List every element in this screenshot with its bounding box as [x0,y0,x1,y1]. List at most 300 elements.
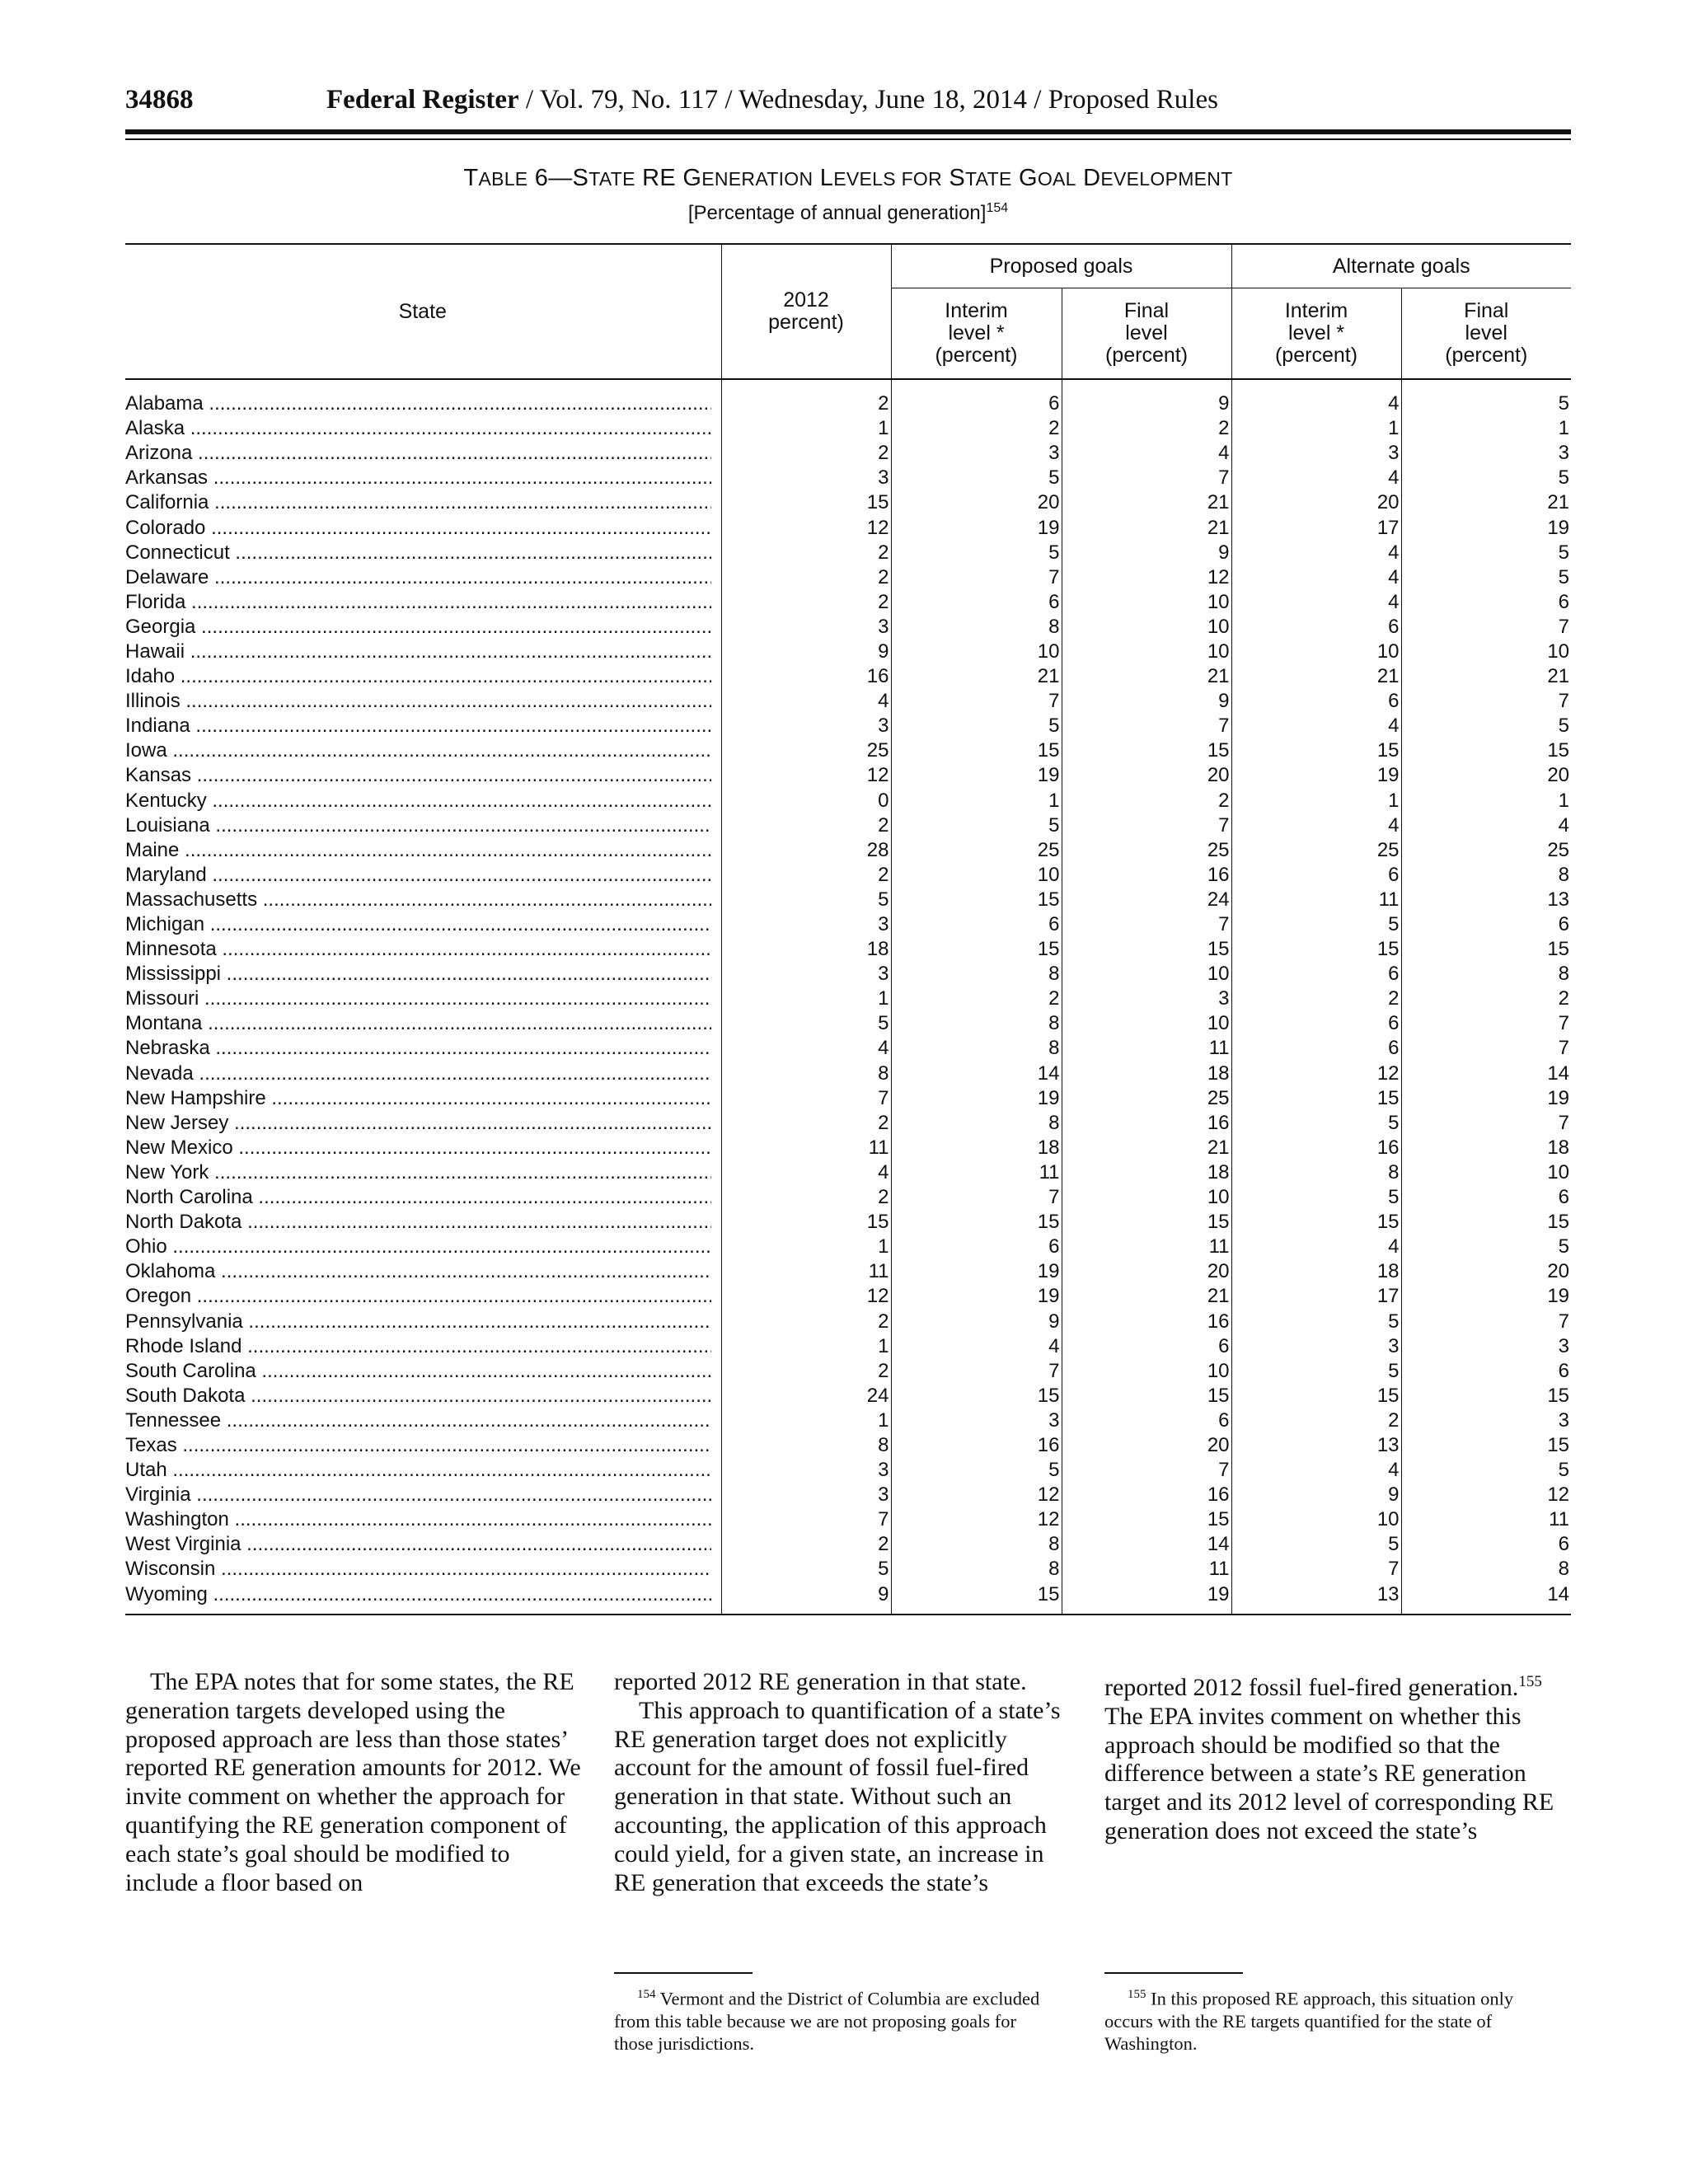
state-name-cell [125,1507,721,1532]
page-header [125,85,1571,131]
table-row [125,1086,1571,1111]
paragraph: reported 2012 RE generation in that state. [614,1668,1027,1695]
table-row [125,1111,1571,1136]
table-row [125,1062,1571,1086]
footnote-rule [614,1972,753,1974]
state-name: Maryland ..... [125,863,711,888]
state-name-cell [125,1359,721,1384]
paragraph: This approach to quantification of a state’s RE generation target does not explicitly account for the amount of fossil fuel-fired generation in that state. Without such an accounting, the application of this approach could yield, for a given state, an increase in RE generation that exceeds the state’s [614,1696,1061,1896]
value-cell: 15 [1401,738,1571,763]
state-name: Louisiana ..... [125,813,711,838]
value-cell: 21 [1062,490,1231,515]
header-rule-thin [125,138,1571,140]
value-cell: 7 [1401,689,1571,714]
value-cell: 15 [891,1582,1062,1615]
value-cell: 11 [721,1259,891,1284]
value-cell: 4 [1231,466,1401,490]
value-cell: 7 [891,1185,1062,1210]
value-cell: 15 [1231,738,1401,763]
state-name-cell [125,1532,721,1557]
table-row [125,1408,1571,1433]
value-cell: 20 [1062,763,1231,788]
value-cell: 12 [721,515,891,540]
value-cell: 19 [1231,763,1401,788]
state-name: North Carolina ..... [125,1185,711,1210]
header-percent: (percent) [1445,344,1528,367]
state-name-cell [125,1334,721,1359]
value-cell: 6 [1401,912,1571,937]
value-cell: 8 [891,1036,1062,1061]
value-cell: 3 [721,962,891,987]
table-row [125,1582,1571,1615]
state-name: Oklahoma ..... [125,1259,711,1284]
value-cell: 1 [721,1235,891,1259]
table-row [125,541,1571,565]
value-cell: 21 [1401,490,1571,515]
state-name: Utah ..... [125,1458,711,1483]
table-row [125,1011,1571,1036]
state-name: Alabama ..... [125,391,711,416]
value-cell: 21 [1062,1136,1231,1160]
value-cell: 15 [1062,1384,1231,1408]
value-cell: 5 [1401,714,1571,738]
value-cell: 25 [1231,838,1401,863]
table-row [125,565,1571,590]
state-name: South Carolina ..... [125,1359,711,1384]
value-cell: 5 [891,714,1062,738]
value-cell: 6 [891,1235,1062,1259]
header-final-line1: Final [1123,299,1170,322]
value-cell: 6 [1231,1011,1401,1036]
state-name: New York ..... [125,1160,711,1185]
header-2012-line2: percent) [768,311,844,334]
value-cell: 15 [891,888,1062,912]
table-row [125,1309,1571,1333]
value-cell: 5 [891,541,1062,565]
state-name: Alaska ..... [125,416,711,441]
value-cell: 1 [891,789,1062,813]
state-name-cell [125,590,721,615]
value-cell: 17 [1231,515,1401,540]
state-name-cell [125,664,721,689]
header-final-line2: level [1125,321,1168,344]
state-name-cell [125,1062,721,1086]
value-cell: 5 [1401,541,1571,565]
header-rule-thick [125,129,1571,134]
table-subtitle-text: [Percentage of annual generation] [687,202,987,224]
table-row [125,466,1571,490]
value-cell: 2 [891,987,1062,1011]
value-cell: 8 [1401,1557,1571,1582]
value-cell: 2 [721,441,891,466]
value-cell: 6 [1062,1334,1231,1359]
value-cell: 8 [721,1062,891,1086]
column-header-alternate-interim [1231,288,1401,380]
state-name-cell [125,1011,721,1036]
table-row [125,590,1571,615]
value-cell: 21 [1062,1284,1231,1309]
state-name: Mississippi ..... [125,962,711,987]
value-cell: 15 [1231,1210,1401,1235]
value-cell: 5 [1401,1235,1571,1259]
value-cell: 0 [721,789,891,813]
value-cell: 13 [1231,1433,1401,1458]
value-cell: 15 [1062,1507,1231,1532]
value-cell: 10 [891,863,1062,888]
value-cell: 3 [721,466,891,490]
state-name: Colorado ..... [125,516,711,541]
value-cell: 7 [1062,466,1231,490]
value-cell: 5 [721,1557,891,1582]
value-cell: 19 [1401,1086,1571,1111]
value-cell: 18 [721,937,891,962]
table-row [125,888,1571,912]
state-name-cell [125,1136,721,1160]
value-cell: 15 [1231,1086,1401,1111]
value-cell: 3 [891,441,1062,466]
state-name-cell [125,937,721,962]
value-cell: 6 [1062,1408,1231,1433]
value-cell: 7 [1062,813,1231,838]
value-cell: 2 [721,1532,891,1557]
value-cell: 4 [721,1160,891,1185]
value-cell: 16 [1062,1309,1231,1333]
value-cell: 5 [1231,912,1401,937]
value-cell: 6 [1231,689,1401,714]
table-row [125,490,1571,515]
header-interim-line2: level * [1287,321,1345,344]
state-name-cell [125,1384,721,1408]
value-cell: 11 [891,1160,1062,1185]
value-cell: 10 [1062,615,1231,640]
value-cell: 12 [1062,565,1231,590]
value-cell: 5 [891,466,1062,490]
value-cell: 5 [1231,1185,1401,1210]
value-cell: 19 [1401,515,1571,540]
state-name: West Virginia ..... [125,1532,711,1557]
column-group-alternate-goals: Alternate goals [1231,244,1571,288]
header-percent: (percent) [1274,344,1358,367]
value-cell: 6 [891,590,1062,615]
value-cell: 25 [1401,838,1571,863]
value-cell: 5 [721,1011,891,1036]
state-name-cell [125,1160,721,1185]
footnote-155 [1104,1984,1533,2055]
text-column-2 [614,1668,1076,1897]
value-cell: 2 [721,565,891,590]
table-row [125,912,1571,937]
state-name: New Mexico ..... [125,1136,711,1160]
value-cell: 15 [891,738,1062,763]
table-row [125,863,1571,888]
value-cell: 4 [1231,714,1401,738]
value-cell: 9 [1062,541,1231,565]
state-name: Missouri ..... [125,987,711,1011]
value-cell: 15 [1231,937,1401,962]
value-cell: 2 [891,416,1062,441]
value-cell: 15 [721,490,891,515]
value-cell: 12 [1231,1062,1401,1086]
value-cell: 20 [1401,763,1571,788]
value-cell: 10 [1062,1185,1231,1210]
value-cell: 4 [1231,379,1401,416]
value-cell: 25 [1062,1086,1231,1111]
state-name-cell [125,1408,721,1433]
value-cell: 6 [891,912,1062,937]
footnote-text: Vermont and the District of Columbia are excluded from this table because we are not proposing goals for those jurisdictions. [614,1988,1040,2054]
value-cell: 1 [1231,416,1401,441]
table-body [125,379,1571,1615]
value-cell: 20 [1231,490,1401,515]
value-cell: 2 [721,541,891,565]
value-cell: 10 [1401,1160,1571,1185]
value-cell: 21 [891,664,1062,689]
state-name: South Dakota ..... [125,1384,711,1408]
column-header-state: State [125,244,721,379]
value-cell: 6 [891,379,1062,416]
value-cell: 8 [891,615,1062,640]
table-row [125,1185,1571,1210]
table-row [125,1160,1571,1185]
value-cell: 15 [891,1210,1062,1235]
state-name-cell [125,1185,721,1210]
state-name: Indiana ..... [125,714,711,738]
footnote-154 [614,1984,1043,2055]
value-cell: 2 [721,1359,891,1384]
value-cell: 9 [721,1582,891,1615]
value-cell: 5 [1231,1532,1401,1557]
table-row [125,1557,1571,1582]
table-row [125,813,1571,838]
value-cell: 12 [721,1284,891,1309]
value-cell: 19 [891,763,1062,788]
value-cell: 5 [1231,1359,1401,1384]
header-interim-line1: Interim [1284,299,1348,322]
value-cell: 14 [1401,1062,1571,1086]
table-title [125,165,1571,192]
value-cell: 10 [1231,1507,1401,1532]
state-name: Iowa ..... [125,738,711,763]
header-interim-line2: level * [948,321,1005,344]
state-name-cell [125,763,721,788]
value-cell: 15 [891,1384,1062,1408]
state-name-cell [125,838,721,863]
value-cell: 2 [1231,1408,1401,1433]
value-cell: 10 [1062,1359,1231,1384]
value-cell: 8 [1401,863,1571,888]
state-name: New Jersey ..... [125,1111,711,1136]
value-cell: 8 [1401,962,1571,987]
value-cell: 8 [891,1532,1062,1557]
value-cell: 4 [1231,1235,1401,1259]
state-name-cell [125,379,721,416]
re-generation-table [125,243,1571,1615]
footnote-rule [1104,1972,1243,1974]
state-name-cell [125,541,721,565]
value-cell: 5 [1231,1309,1401,1333]
value-cell: 4 [1231,813,1401,838]
table-row [125,1458,1571,1483]
value-cell: 14 [1062,1532,1231,1557]
value-cell: 3 [721,714,891,738]
value-cell: 8 [1231,1160,1401,1185]
value-cell: 2 [1062,789,1231,813]
footnote-number: 154 [637,1988,656,2001]
value-cell: 5 [891,1458,1062,1483]
value-cell: 10 [1062,640,1231,664]
state-name: Pennsylvania ..... [125,1310,711,1334]
table-title-part: 6—S [528,165,589,191]
value-cell: 9 [1231,1483,1401,1507]
table-row [125,1259,1571,1284]
state-name-cell [125,515,721,540]
table-row [125,1483,1571,1507]
value-cell: 11 [1062,1036,1231,1061]
table-title-part: TATE [965,168,1012,190]
value-cell: 7 [1231,1557,1401,1582]
state-name: Connecticut ..... [125,541,711,565]
state-name-cell [125,1582,721,1615]
value-cell: 3 [1401,1408,1571,1433]
value-cell: 9 [1062,379,1231,416]
table-title-part: OAL [1037,168,1076,190]
value-cell: 18 [891,1136,1062,1160]
value-cell: 9 [891,1309,1062,1333]
table-row [125,838,1571,863]
value-cell: 13 [1401,888,1571,912]
publication-name: Federal Register [326,85,519,115]
value-cell: 16 [891,1433,1062,1458]
value-cell: 3 [721,912,891,937]
state-name: Texas ..... [125,1433,711,1458]
value-cell: 21 [1231,664,1401,689]
value-cell: 5 [1401,379,1571,416]
value-cell: 3 [721,615,891,640]
value-cell: 7 [1062,714,1231,738]
value-cell: 4 [1231,1458,1401,1483]
value-cell: 1 [721,416,891,441]
value-cell: 19 [891,1284,1062,1309]
state-name-cell [125,789,721,813]
value-cell: 11 [721,1136,891,1160]
value-cell: 2 [721,813,891,838]
table-row [125,937,1571,962]
value-cell: 21 [1062,515,1231,540]
value-cell: 2 [721,1309,891,1333]
value-cell: 16 [1062,863,1231,888]
table-title-part: T [463,165,479,191]
value-cell: 18 [1401,1136,1571,1160]
header-percent: (percent) [935,344,1018,367]
value-cell: 9 [1062,689,1231,714]
text-column-3 [1104,1668,1566,1846]
paragraph: The EPA notes that for some states, the RE generation targets developed using the proposed approach are less than those states’ reported RE generation amounts for 2012. We invite comment on whether the approach for quantifying the RE generation component of each state’s goal should be modified to include a floor based on [125,1668,581,1896]
value-cell: 24 [721,1384,891,1408]
value-cell: 15 [1231,1384,1401,1408]
state-name-cell [125,1309,721,1333]
value-cell: 5 [1401,1458,1571,1483]
value-cell: 20 [1401,1259,1571,1284]
value-cell: 18 [1062,1062,1231,1086]
table-row [125,1284,1571,1309]
table-row [125,441,1571,466]
table-row [125,1532,1571,1557]
column-header-proposed-interim [891,288,1062,380]
value-cell: 28 [721,838,891,863]
value-cell: 15 [1062,937,1231,962]
state-name-cell [125,912,721,937]
value-cell: 19 [891,1259,1062,1284]
value-cell: 6 [1401,1532,1571,1557]
value-cell: 1 [1401,416,1571,441]
table-title-part: RE G [635,165,702,191]
value-cell: 6 [1231,615,1401,640]
state-name: Arizona ..... [125,441,711,466]
state-name-cell [125,1483,721,1507]
value-cell: 3 [1401,441,1571,466]
value-cell: 12 [721,763,891,788]
state-name-cell [125,987,721,1011]
table-row [125,640,1571,664]
value-cell: 1 [721,1408,891,1433]
text-column-1 [125,1668,587,1897]
state-name: Arkansas ..... [125,466,711,490]
table-row [125,615,1571,640]
value-cell: 3 [891,1408,1062,1433]
state-name-cell [125,1086,721,1111]
running-head [326,85,1218,115]
state-name-cell [125,1433,721,1458]
value-cell: 4 [1231,565,1401,590]
value-cell: 18 [1062,1160,1231,1185]
value-cell: 11 [1401,1507,1571,1532]
state-name-cell [125,1210,721,1235]
value-cell: 25 [721,738,891,763]
state-name-cell [125,1111,721,1136]
value-cell: 8 [891,1111,1062,1136]
header-final-line1: Final [1464,299,1509,322]
column-header-alternate-final [1401,288,1571,380]
table-title-part: D [1076,165,1101,191]
header-final-line2: level [1465,321,1507,344]
value-cell: 6 [1231,962,1401,987]
state-name: Kansas ..... [125,763,711,788]
table-row [125,1359,1571,1384]
state-name: Delaware ..... [125,565,711,590]
paragraph-text: reported 2012 fossil fuel-fired generation. [1104,1674,1519,1701]
state-name: Montana ..... [125,1011,711,1036]
table-row [125,738,1571,763]
value-cell: 18 [1231,1259,1401,1284]
table-row [125,962,1571,987]
value-cell: 11 [1062,1235,1231,1259]
value-cell: 2 [721,590,891,615]
value-cell: 7 [891,1359,1062,1384]
state-name-cell [125,416,721,441]
value-cell: 4 [1231,541,1401,565]
state-name: California ..... [125,490,711,515]
state-name: Nevada ..... [125,1062,711,1086]
value-cell: 15 [1401,1210,1571,1235]
state-name: Washington ..... [125,1507,711,1532]
value-cell: 21 [1062,664,1231,689]
value-cell: 25 [891,838,1062,863]
value-cell: 7 [1401,1309,1571,1333]
state-name: North Dakota ..... [125,1210,711,1235]
paragraph [1104,1668,1566,1846]
value-cell: 10 [1062,1011,1231,1036]
table-title-part: ABLE [478,168,528,190]
